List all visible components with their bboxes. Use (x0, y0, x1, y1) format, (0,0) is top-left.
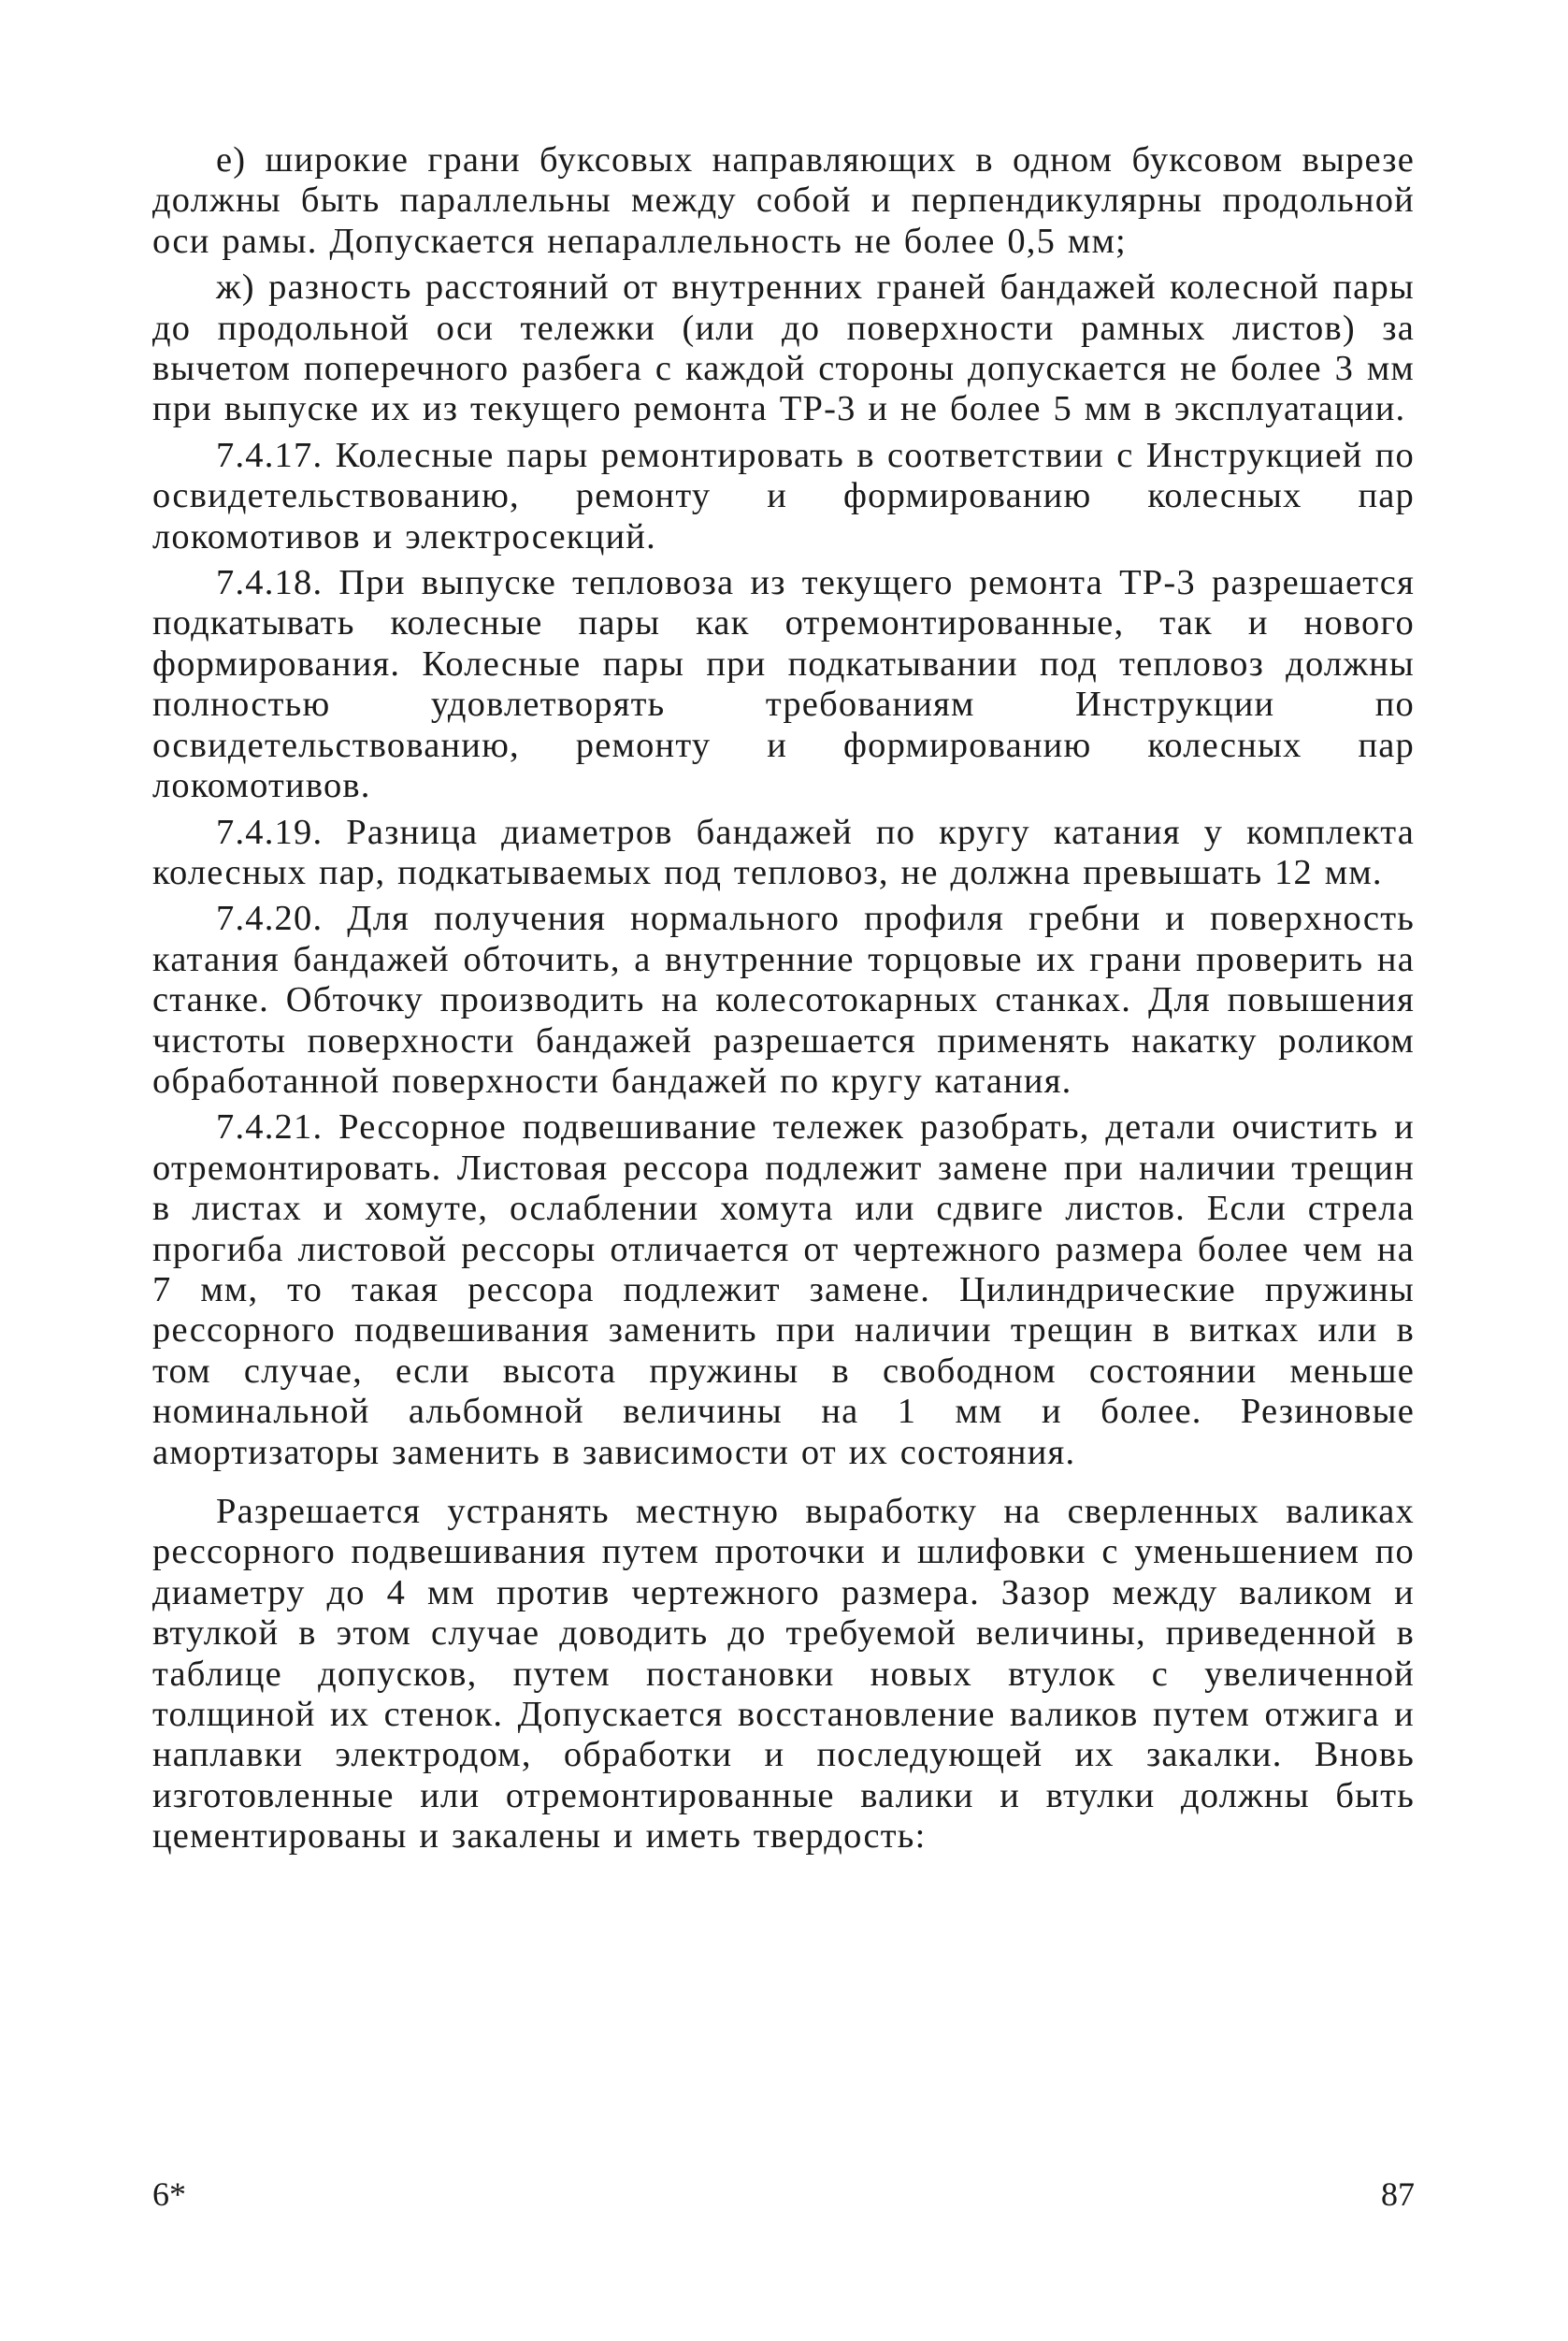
body-text (152, 140, 1415, 1857)
paragraph-7-4-17: 7.4.17. Колесные пары ремонтировать в соответствии с Инструкцией по освидетельствованию, ремонту и формированию колесных пар локомотивов и электросекций. (152, 435, 1415, 556)
signature-mark: 6* (152, 2175, 186, 2213)
page-footer (152, 2172, 1415, 2217)
paragraph-item-zh: ж) разность расстояний от внутренних граней бандажей колесной пары до продольной оси тележки (или до поверхности рамных листов) за вычетом поперечного разбега с каждой стороны допускается не более 3 мм при выпуске их из текущего ремонта ТР-3 и не более 5 мм в эксплуатации. (152, 267, 1415, 429)
paragraph-rollers-repair: Разрешается устранять местную выработку на сверленных валиках рессорного подвешивания путем проточки и шлифовки с уменьшением по диаметру до 4 мм против чертежного размера. Зазор между валиком и втулкой в этом случае доводить до требуемой величины, приведенной в таблице допусков, путем постановки новых втулок с увеличенной толщиной их стенок. Допускается восстановление валиков путем отжига и наплавки электродом, обработки и последующей их закалки. Вновь изготовленные или отремонтированные валики и втулки должны быть цементированы и закалены и иметь твердость: (152, 1492, 1415, 1857)
paragraph-7-4-20: 7.4.20. Для получения нормального профиля гребни и поверхность катания бандажей обточить, а внутренние торцовые их грани проверить на станке. Обточку производить на колесотокарных станках. Для повышения чистоты поверхности бандажей разрешается применять накатку роликом обработанной поверхности бандажей по кругу катания. (152, 899, 1415, 1101)
paragraph-7-4-19: 7.4.19. Разница диаметров бандажей по кругу катания у комплекта колесных пар, подкатываемых под тепловоз, не должна превышать 12 мм. (152, 812, 1415, 892)
paragraph-7-4-18: 7.4.18. При выпуске тепловоза из текущего ремонта ТР-3 разрешается подкатывать колесные пары как отремонтированные, так и нового формирования. Колесные пары при подкатывании под тепловоз должны полностью удовлетворять требованиям Инструкции по освидетельствованию, ремонту и формированию колесных пар локомотивов. (152, 563, 1415, 806)
paragraph-item-e: е) широкие грани буксовых направляющих в одном буксовом вырезе должны быть параллельны между собой и перпендикулярны продольной оси рамы. Допускается непараллельность не более 0,5 мм; (152, 140, 1415, 261)
paragraph-7-4-21: 7.4.21. Рессорное подвешивание тележек разобрать, детали очистить и отремонтировать. Листовая рессора подлежит замене при наличии трещин в листах и хомуте, ослаблении хомута или сдвиге листов. Если стрела прогиба листовой рессоры отличается от чертежного размера более чем на 7 мм, то такая рессора подлежит замене. Цилиндрические пружины рессорного подвешивания заменить при наличии трещин в витках или в том случае, если высота пружины в свободном состоянии меньше номинальной альбомной величины на 1 мм и более. Резиновые амортизаторы заменить в зависимости от их состояния. (152, 1107, 1415, 1472)
page-number: 87 (1381, 2175, 1415, 2213)
